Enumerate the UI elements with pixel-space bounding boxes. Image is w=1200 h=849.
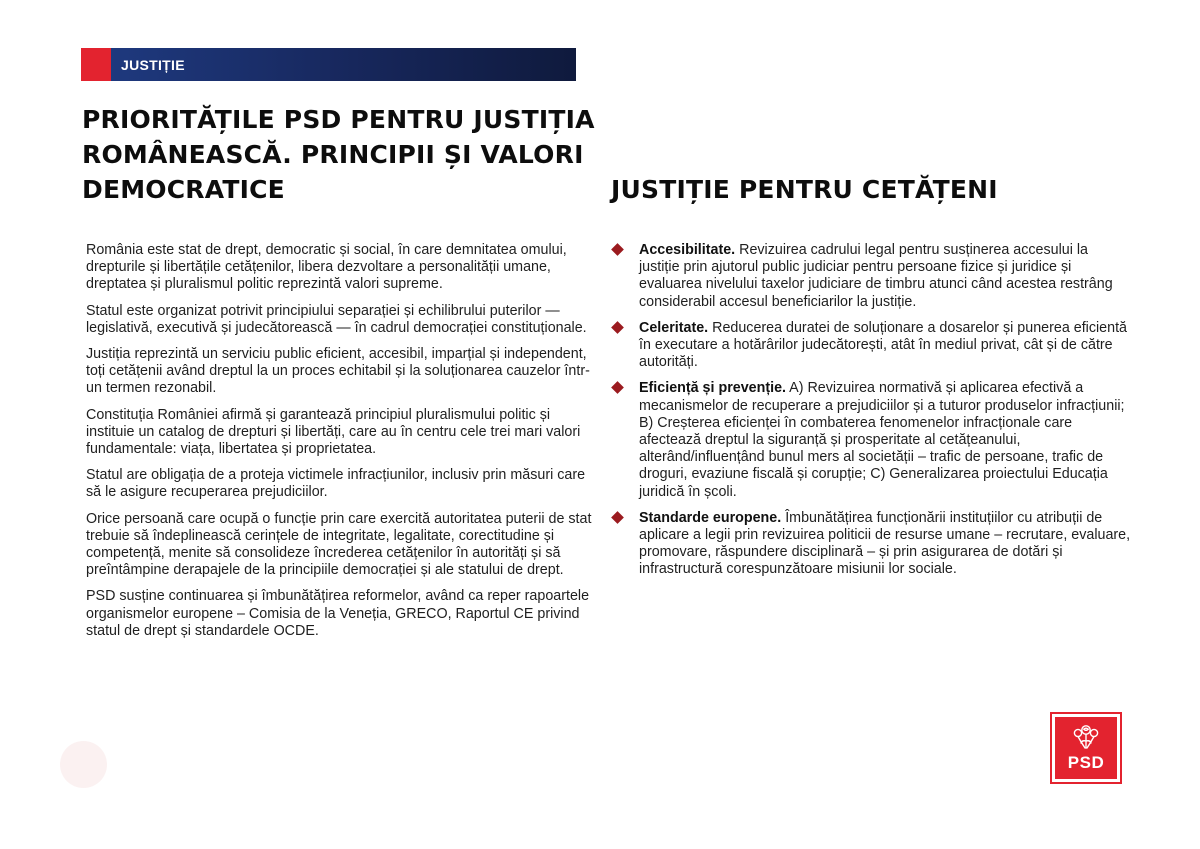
roses-icon bbox=[1070, 723, 1102, 753]
diamond-bullet-icon bbox=[611, 511, 624, 524]
list-item bbox=[611, 380, 1131, 500]
diamond-bullet-icon bbox=[611, 243, 624, 256]
priorities-list bbox=[611, 242, 1131, 588]
item-term: Celeritate. bbox=[639, 319, 709, 336]
logo-text: PSD bbox=[1067, 753, 1105, 772]
paragraph: Orice persoană care ocupă o funcție prin care exercită autoritatea puterii de stat trebuie să îndeplinească cerințele de integritate, legalitate, corectitudine și competență, menite să consolideze încrederea cetățenilor în autorități și să preîntâmpine derapajele de la principiile democrației și ale statului de drept. bbox=[86, 510, 592, 579]
item-term: Eficiență și prevenție. bbox=[639, 380, 786, 397]
item-text: Revizuirea cadrului legal pentru susținerea accesului la justiție prin ajutorul public judiciar pentru persoane fizice și juridice și evaluarea nivelului taxelor judiciare de timbru atunci când acestea restrâng considerabil accesul beneficiarilor la justiție. bbox=[639, 242, 1113, 310]
left-column-title: PRIORITĂȚILE PSD PENTRU JUSTIȚIA ROMÂNEASCĂ. PRINCIPII ȘI VALORI DEMOCRATICE bbox=[82, 105, 595, 204]
paragraph: Constituția României afirmă și garantează principiul pluralismului politic și instituie un catalog de drepturi și libertăți, care au în centru cele trei mari valori fundamentale: viața, libertatea și proprietatea. bbox=[86, 406, 581, 458]
right-column-title: JUSTIȚIE PENTRU CETĂȚENI bbox=[611, 175, 998, 204]
paragraph: Statul este organizat potrivit principiului separației și echilibrului puterilor — legislativă, executivă și judecătorească — în cadrul democrației constituționale. bbox=[86, 302, 587, 336]
paragraph: Justiția reprezintă un serviciu public eficient, accesibil, imparțial și independent, toți cetățenii având dreptul la un proces echitabil și la soluționarea cauzelor într-un termen rezonabil. bbox=[86, 346, 590, 397]
item-term: Accesibilitate. bbox=[639, 242, 736, 258]
paragraph: România este stat de drept, democratic și social, în care demnitatea omului, drepturile și libertățile cetățenilor, libera dezvoltare a personalității umane, dreptatea și pluralismul politic reprezintă valori supreme. bbox=[86, 242, 567, 293]
psd-logo bbox=[1052, 714, 1120, 782]
diamond-bullet-icon bbox=[611, 321, 624, 334]
item-term: Standarde europene. bbox=[639, 509, 782, 526]
list-item bbox=[611, 242, 1131, 311]
list-item bbox=[611, 320, 1131, 372]
page-corner-mark bbox=[60, 741, 107, 788]
section-label: JUSTIȚIE bbox=[121, 57, 185, 73]
section-header-bar bbox=[81, 48, 576, 81]
item-text: Reducerea duratei de soluționare a dosarelor și punerea eficientă în executare a hotărârilor judecătorești, atât în mediul privat, cât și de către autorități. bbox=[639, 319, 1127, 371]
paragraph: Statul are obligația de a proteja victimele infracțiunilor, inclusiv prin măsuri care să le asigure recuperarea prejudiciilor. bbox=[86, 467, 586, 501]
item-text: Îmbunătățirea funcționării instituțiilor cu atribuții de aplicare a legii prin revizuirea politicii de resurse umane – recrutare, evaluare, promovare, răspundere disciplinară – și prin asigurarea de dotări și infrastructură corespunzătoare misiunii lor sociale. bbox=[639, 509, 1131, 578]
left-column-body bbox=[86, 242, 596, 649]
item-text: A) Revizuirea normativă și aplicarea efectivă a mecanismelor de recuperare a prejudiciilor și a tuturor produselor infracțiunii; B) Creșterea eficienței în combaterea fenomenelor infracționale care afectează dreptul la siguranță și prosperitate al cetățeanului, alterând/influențând bunul mers al societății – trafic de persoane, trafic de droguri, evaziune fiscală și corupție; C) Generalizarea proiectului Educația juridică în școli. bbox=[639, 380, 1125, 500]
paragraph: PSD susține continuarea și îmbunătățirea reformelor, având ca reper rapoartele organismelor europene – Comisia de la Veneția, GRECO, Raportul CE privind statul de drept și standardele OCDE. bbox=[86, 588, 590, 639]
diamond-bullet-icon bbox=[611, 382, 624, 395]
section-accent bbox=[81, 48, 111, 81]
list-item bbox=[611, 510, 1131, 579]
